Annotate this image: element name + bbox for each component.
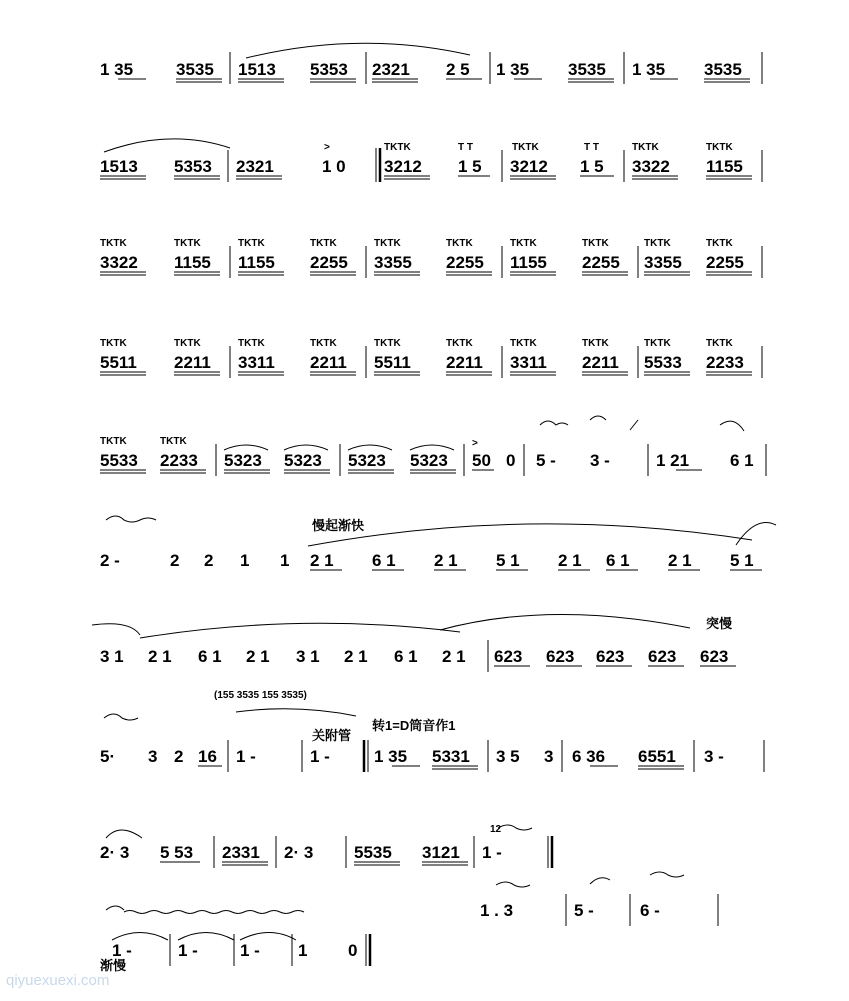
note-group: 2321 <box>236 157 274 176</box>
grace-figure: (155 3535 155 3535) <box>214 690 307 701</box>
system-5 <box>100 416 766 476</box>
note-group: 1 35 <box>496 60 530 79</box>
svg-text:TKTK: TKTK <box>374 238 401 249</box>
svg-text:TKTK: TKTK <box>510 238 537 249</box>
note-group: 1 - <box>236 747 256 766</box>
note-group: 3 - <box>704 747 724 766</box>
svg-text:TKTK: TKTK <box>446 238 473 249</box>
accent-mark: > <box>324 142 330 153</box>
note-group: 1155 <box>510 253 547 272</box>
note-group: 2321 <box>372 60 410 79</box>
note-group: 6551 <box>638 747 676 766</box>
note-group: 2 1 <box>148 647 172 666</box>
note-group: 3322 <box>632 157 670 176</box>
note-group: 1 21 <box>656 451 690 470</box>
note-group: 1 <box>240 551 250 570</box>
tonguing-marks <box>384 142 733 153</box>
note-group: 5 1 <box>496 551 520 570</box>
note-group: 1 35 <box>632 60 666 79</box>
note-group: 1 - <box>178 941 198 960</box>
svg-text:TKTK: TKTK <box>512 142 539 153</box>
note-group: 5323 <box>284 451 322 470</box>
note-group: 623 <box>700 647 729 666</box>
svg-text:TKTK: TKTK <box>310 338 337 349</box>
svg-text:TKTK: TKTK <box>238 338 265 349</box>
note-group: 16 <box>198 747 217 766</box>
note-group: 3 <box>148 747 158 766</box>
svg-text:TKTK: TKTK <box>384 142 411 153</box>
note-group: 2· 3 <box>100 843 130 862</box>
note-group: 5533 <box>100 451 138 470</box>
svg-text:TKTK: TKTK <box>582 338 609 349</box>
note-group: 2 1 <box>310 551 334 570</box>
note-group: 1 35 <box>374 747 408 766</box>
system-10 <box>480 872 718 926</box>
svg-text:T T: T T <box>458 142 473 153</box>
note-group: 6 - <box>640 901 660 920</box>
note-group: 5 - <box>574 901 594 920</box>
note-group: 2 - <box>100 551 120 570</box>
note-group: 6 1 <box>372 551 396 570</box>
svg-text:TKTK: TKTK <box>160 436 187 447</box>
note-group: 5 - <box>536 451 556 470</box>
svg-text:TKTK: TKTK <box>100 436 127 447</box>
svg-text:TKTK: TKTK <box>706 238 733 249</box>
note-group: 2211 <box>582 353 619 372</box>
note-group: 1 - <box>240 941 260 960</box>
note-group: 5· <box>100 747 116 766</box>
note-group: 623 <box>596 647 625 666</box>
note-group: 1155 <box>706 157 743 176</box>
note-group: 2233 <box>706 353 744 372</box>
note-group: 5511 <box>100 353 137 372</box>
note-group: 3 5 <box>496 747 520 766</box>
note-group: 5323 <box>348 451 386 470</box>
accent-mark: > <box>472 438 478 449</box>
svg-text:TKTK: TKTK <box>446 338 473 349</box>
note-group: 5353 <box>174 157 212 176</box>
system-11 <box>99 906 370 973</box>
svg-text:TKTK: TKTK <box>100 238 127 249</box>
note-group: 2331 <box>222 843 260 862</box>
note-group: 3212 <box>384 157 422 176</box>
fingering-note: 关附管 <box>312 728 352 743</box>
note-group: 5353 <box>310 60 348 79</box>
note-group: 3311 <box>238 353 275 372</box>
system-9 <box>100 824 552 868</box>
system-4 <box>100 338 762 378</box>
note-group: 1 . 3 <box>480 901 514 920</box>
note-group: 2 1 <box>246 647 270 666</box>
svg-text:TKTK: TKTK <box>238 238 265 249</box>
note-group: 2 <box>204 551 214 570</box>
note-group: 3311 <box>510 353 547 372</box>
note-group: 1513 <box>238 60 276 79</box>
note-group: 5 1 <box>730 551 754 570</box>
svg-text:TKTK: TKTK <box>632 142 659 153</box>
note-group: 5 53 <box>160 843 194 862</box>
svg-text:TKTK: TKTK <box>644 238 671 249</box>
note-group: 5323 <box>224 451 262 470</box>
note-group: 3 - <box>590 451 610 470</box>
note-group: 5323 <box>410 451 448 470</box>
note-group: 1155 <box>238 253 275 272</box>
note-group: 1 - <box>482 843 502 862</box>
note-group: 2 1 <box>558 551 582 570</box>
note-group: 1 5 <box>458 157 482 176</box>
note-group: 3355 <box>374 253 412 272</box>
tempo-marking: 慢起渐快 <box>312 518 365 533</box>
note-group: 3212 <box>510 157 548 176</box>
note-group: 623 <box>546 647 575 666</box>
note-group: 5511 <box>374 353 411 372</box>
note-group: 2211 <box>174 353 211 372</box>
note-group: 3 <box>544 747 554 766</box>
note-group: 2 <box>170 551 180 570</box>
note-group: 1 <box>298 941 308 960</box>
note-group: 2 <box>174 747 184 766</box>
note-group: 1 5 <box>580 157 604 176</box>
note-group: 3322 <box>100 253 138 272</box>
note-group: 2255 <box>706 253 744 272</box>
note-group: 6 1 <box>198 647 222 666</box>
note-group: 6 36 <box>572 747 606 766</box>
note-group: 2 1 <box>442 647 466 666</box>
note-group: 50 <box>472 451 491 470</box>
note-group: 6 1 <box>730 451 754 470</box>
note-group: 0 <box>506 451 516 470</box>
system-8 <box>100 690 764 772</box>
note-group: 2 1 <box>344 647 368 666</box>
note-group: 0 <box>348 941 358 960</box>
note-group: 1 35 <box>100 60 134 79</box>
note-group: 1 - <box>112 941 132 960</box>
note-group: 3535 <box>176 60 214 79</box>
note-group: 3 1 <box>100 647 124 666</box>
svg-text:TKTK: TKTK <box>644 338 671 349</box>
note-group: 2255 <box>582 253 620 272</box>
note-group: 5535 <box>354 843 392 862</box>
svg-text:TKTK: TKTK <box>310 238 337 249</box>
note-group: 3535 <box>704 60 742 79</box>
system-3 <box>100 238 762 278</box>
note-group: 3535 <box>568 60 606 79</box>
tonguing-marks <box>100 436 187 447</box>
note-group: 1155 <box>174 253 211 272</box>
svg-text:TKTK: TKTK <box>510 338 537 349</box>
note-group: 6 1 <box>606 551 630 570</box>
note-group: 3355 <box>644 253 682 272</box>
tempo-marking: 突慢 <box>706 616 733 631</box>
note-group: 1 0 <box>322 157 346 176</box>
note-group: 2233 <box>160 451 198 470</box>
note-group: 623 <box>494 647 523 666</box>
note-group: 1 <box>280 551 290 570</box>
note-group: 2211 <box>310 353 347 372</box>
note-group: 2 1 <box>668 551 692 570</box>
system-7 <box>92 614 736 672</box>
watermark: qiyuexuexi.com <box>6 972 110 989</box>
grace-figure: 12 <box>490 824 502 835</box>
note-group: 2· 3 <box>284 843 314 862</box>
note-group: 6 1 <box>394 647 418 666</box>
svg-text:TKTK: TKTK <box>706 142 733 153</box>
note-group: 2255 <box>446 253 484 272</box>
svg-text:TKTK: TKTK <box>582 238 609 249</box>
note-group: 5331 <box>432 747 470 766</box>
system-1 <box>100 43 762 84</box>
svg-text:TKTK: TKTK <box>174 338 201 349</box>
svg-text:TKTK: TKTK <box>706 338 733 349</box>
note-group: 2255 <box>310 253 348 272</box>
note-group: 5533 <box>644 353 682 372</box>
key-change-marking: 转1=D筒音作1 <box>372 718 456 733</box>
system-6 <box>100 516 776 570</box>
svg-text:TKTK: TKTK <box>100 338 127 349</box>
system-2 <box>100 139 762 182</box>
note-group: 3 1 <box>296 647 320 666</box>
note-group: 3121 <box>422 843 460 862</box>
tempo-marking: 渐慢 <box>100 958 127 973</box>
note-group: 1 - <box>310 747 330 766</box>
note-group: 1513 <box>100 157 138 176</box>
svg-text:T T: T T <box>584 142 599 153</box>
svg-text:TKTK: TKTK <box>174 238 201 249</box>
note-group: 2 5 <box>446 60 470 79</box>
note-group: 2211 <box>446 353 483 372</box>
svg-text:TKTK: TKTK <box>374 338 401 349</box>
note-group: 2 1 <box>434 551 458 570</box>
note-group: 623 <box>648 647 677 666</box>
